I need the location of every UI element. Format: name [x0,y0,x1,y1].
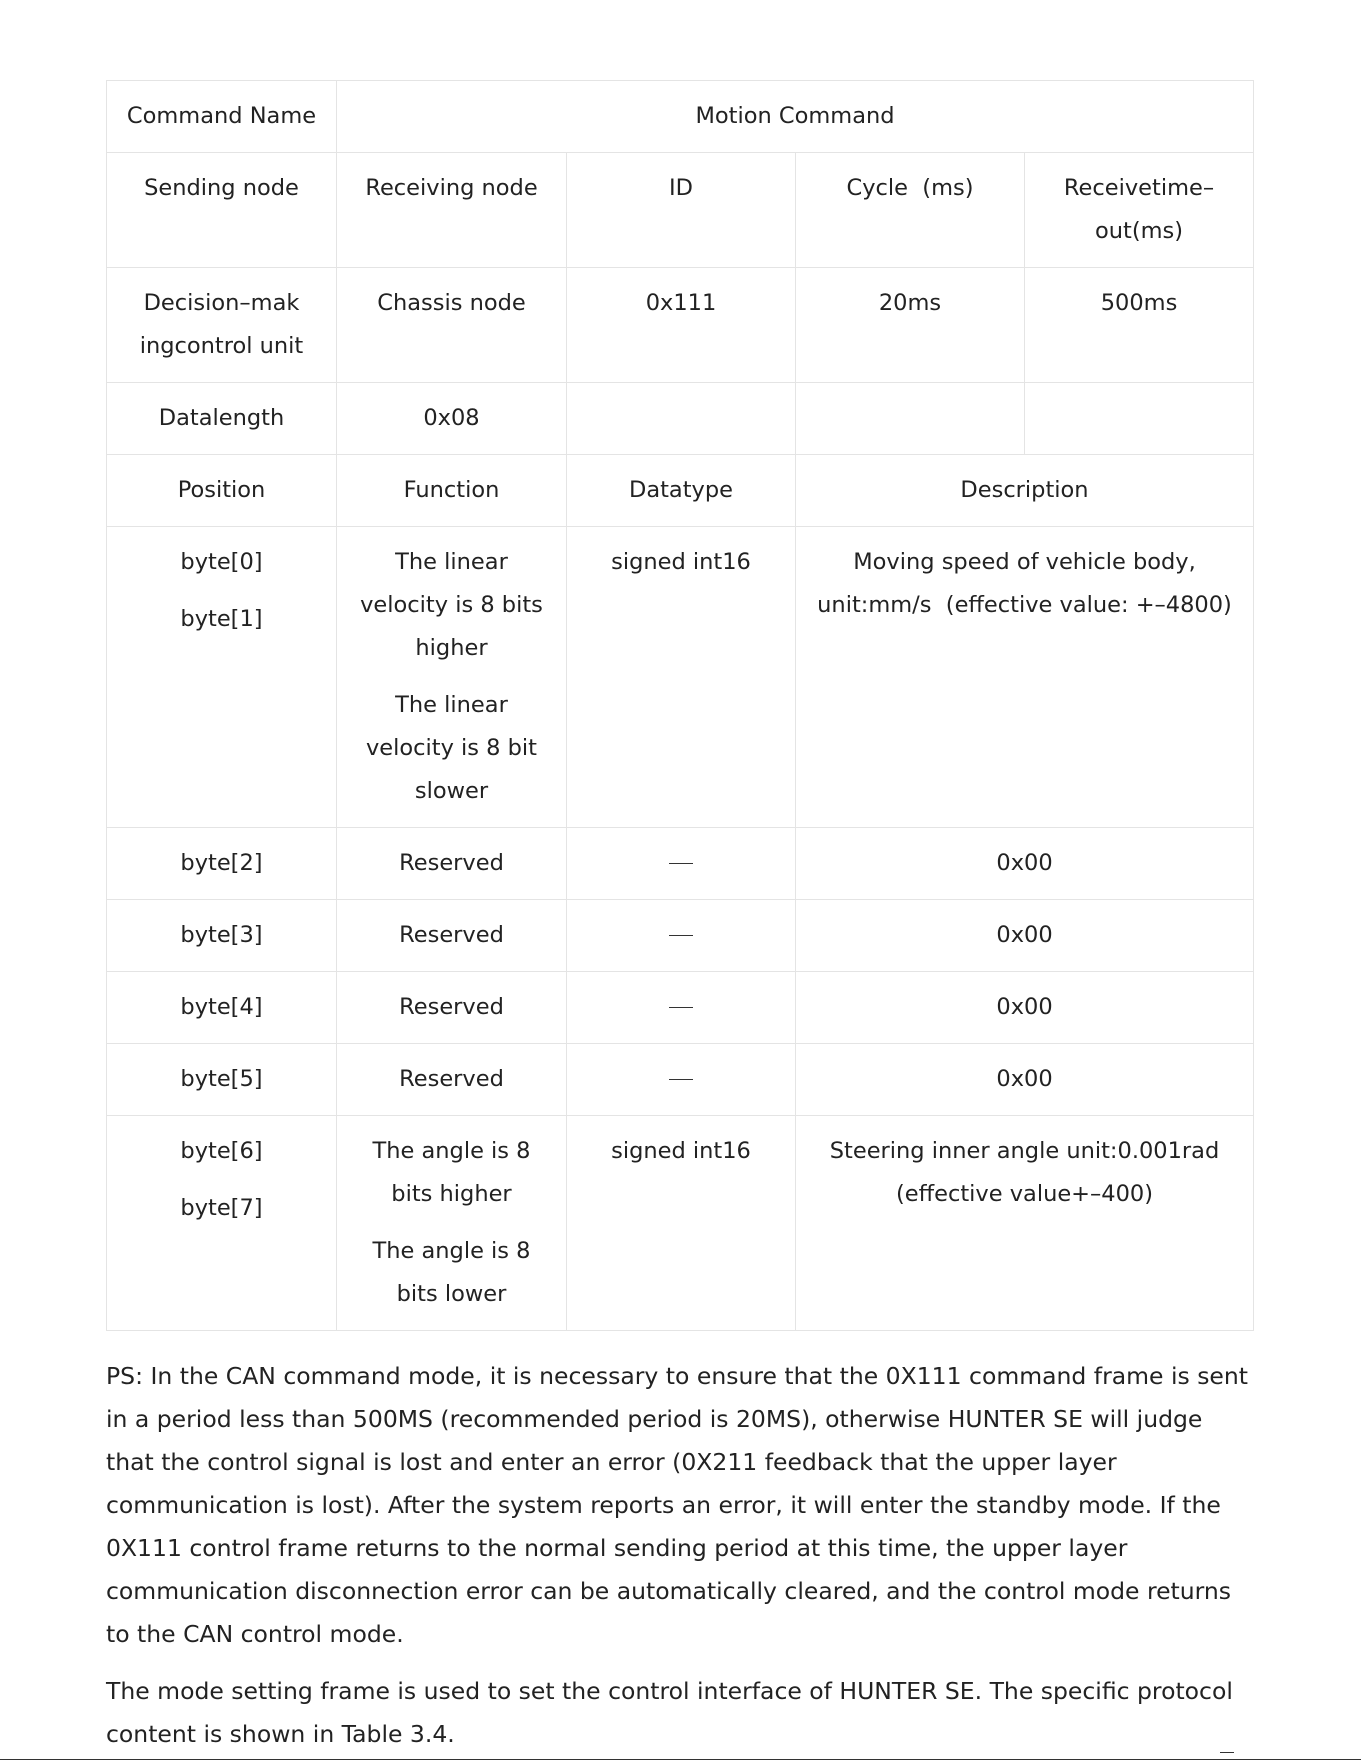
function-line: bits lower [396,1281,507,1307]
reserved-function: Reserved [337,828,567,900]
empty-cell [567,383,796,455]
value-id: 0x111 [567,268,796,383]
speed-description [796,527,1254,828]
angle-positions [107,1116,337,1331]
reserved-value: 0x00 [796,828,1254,900]
header-receiving-node: Receiving node [337,153,567,268]
reserved-function: Reserved [337,1044,567,1116]
value-sending-node-line: ingcontrol unit [139,333,304,359]
description-line: (effective value+–400) [896,1181,1154,1207]
reserved-position: byte[4] [107,972,337,1044]
empty-cell [796,383,1025,455]
reserved-value: 0x00 [796,1044,1254,1116]
value-sending-node [107,268,337,383]
datalength-row [107,383,1254,455]
paragraph-line: in a period less than 500MS (recommended period is 20MS), otherwise HUNTER SE will judge [106,1405,1203,1433]
description-line: unit:mm/s (effective value: +–4800) [817,592,1232,618]
paragraph-line: to the CAN control mode. [106,1620,404,1648]
command-name-row [107,81,1254,153]
value-cycle: 20ms [796,268,1025,383]
header-id: ID [567,153,796,268]
command-name-label: Command Name [107,81,337,153]
paragraph-line: communication disconnection error can be automatically cleared, and the control mode returns [106,1577,1232,1605]
mode-setting-paragraph [106,1670,1253,1756]
angle-description [796,1116,1254,1331]
value-sending-node-line: Decision–mak [143,290,300,316]
position-byte: byte[6] [180,1138,263,1164]
reserved-function: Reserved [337,900,567,972]
reserved-position: byte[3] [107,900,337,972]
reserved-datatype [567,900,796,972]
paragraph-line: The mode setting frame is used to set the control interface of HUNTER SE. The specific protocol [106,1677,1233,1705]
empty-cell [1025,383,1254,455]
reserved-row [107,972,1254,1044]
dash-mark [669,863,693,864]
reserved-datatype [567,1044,796,1116]
reserved-row [107,1044,1254,1116]
header-receive-timeout-line: Receivetime– [1063,175,1215,201]
function-line: velocity is 8 bits [360,592,543,618]
description-line: Steering inner angle unit:0.001rad [829,1138,1220,1164]
header-cycle: Cycle (ms) [796,153,1025,268]
ps-paragraph [106,1355,1253,1656]
reserved-row [107,900,1254,972]
speed-datatype: signed int16 [567,527,796,828]
paragraph-line: that the control signal is lost and enter an error (0X211 feedback that the upper layer [106,1448,1117,1476]
function-line: bits higher [391,1181,512,1207]
speed-function [337,527,567,828]
position-byte: byte[7] [180,1195,263,1221]
reserved-value: 0x00 [796,972,1254,1044]
header-description: Description [796,455,1254,527]
reserved-value: 0x00 [796,900,1254,972]
speed-positions [107,527,337,828]
function-line: velocity is 8 bit [365,735,538,761]
paragraph-line: PS: In the CAN command mode, it is necessary to ensure that the 0X111 command frame is sent [106,1362,1248,1390]
angle-function [337,1116,567,1331]
page-corner-mark [1220,1752,1234,1753]
datalength-label: Datalength [107,383,337,455]
header-receive-timeout-line: out(ms) [1094,218,1184,244]
reserved-position: byte[2] [107,828,337,900]
angle-row [107,1116,1254,1331]
reserved-function: Reserved [337,972,567,1044]
speed-row [107,527,1254,828]
function-line: The linear [395,549,508,575]
function-line: The angle is 8 [372,1138,531,1164]
angle-datatype: signed int16 [567,1116,796,1331]
header-position: Position [107,455,337,527]
function-line: higher [415,635,488,661]
reserved-position: byte[5] [107,1044,337,1116]
value-receiving-node: Chassis node [337,268,567,383]
function-line: The angle is 8 [372,1238,531,1264]
node-header-row [107,153,1254,268]
node-value-row [107,268,1254,383]
motion-command-table [106,80,1254,1331]
header-sending-node: Sending node [107,153,337,268]
dash-mark [669,1007,693,1008]
reserved-datatype [567,828,796,900]
paragraph-line: content is shown in Table 3.4. [106,1720,455,1748]
page-content [106,80,1253,1756]
dash-mark [669,935,693,936]
description-line: Moving speed of vehicle body, [853,549,1196,575]
header-function: Function [337,455,567,527]
position-byte: byte[1] [180,606,263,632]
command-name-value: Motion Command [337,81,1254,153]
header-datatype: Datatype [567,455,796,527]
function-line: The linear [395,692,508,718]
field-header-row [107,455,1254,527]
page-bottom-rule [0,1759,1361,1760]
header-receive-timeout [1025,153,1254,268]
function-line: slower [414,778,489,804]
position-byte: byte[0] [180,549,263,575]
reserved-row [107,828,1254,900]
reserved-datatype [567,972,796,1044]
paragraph-line: communication is lost). After the system reports an error, it will enter the standby mode. If the [106,1491,1221,1519]
value-timeout: 500ms [1025,268,1254,383]
paragraph-line: 0X111 control frame returns to the normal sending period at this time, the upper layer [106,1534,1128,1562]
datalength-value: 0x08 [337,383,567,455]
dash-mark [669,1079,693,1080]
